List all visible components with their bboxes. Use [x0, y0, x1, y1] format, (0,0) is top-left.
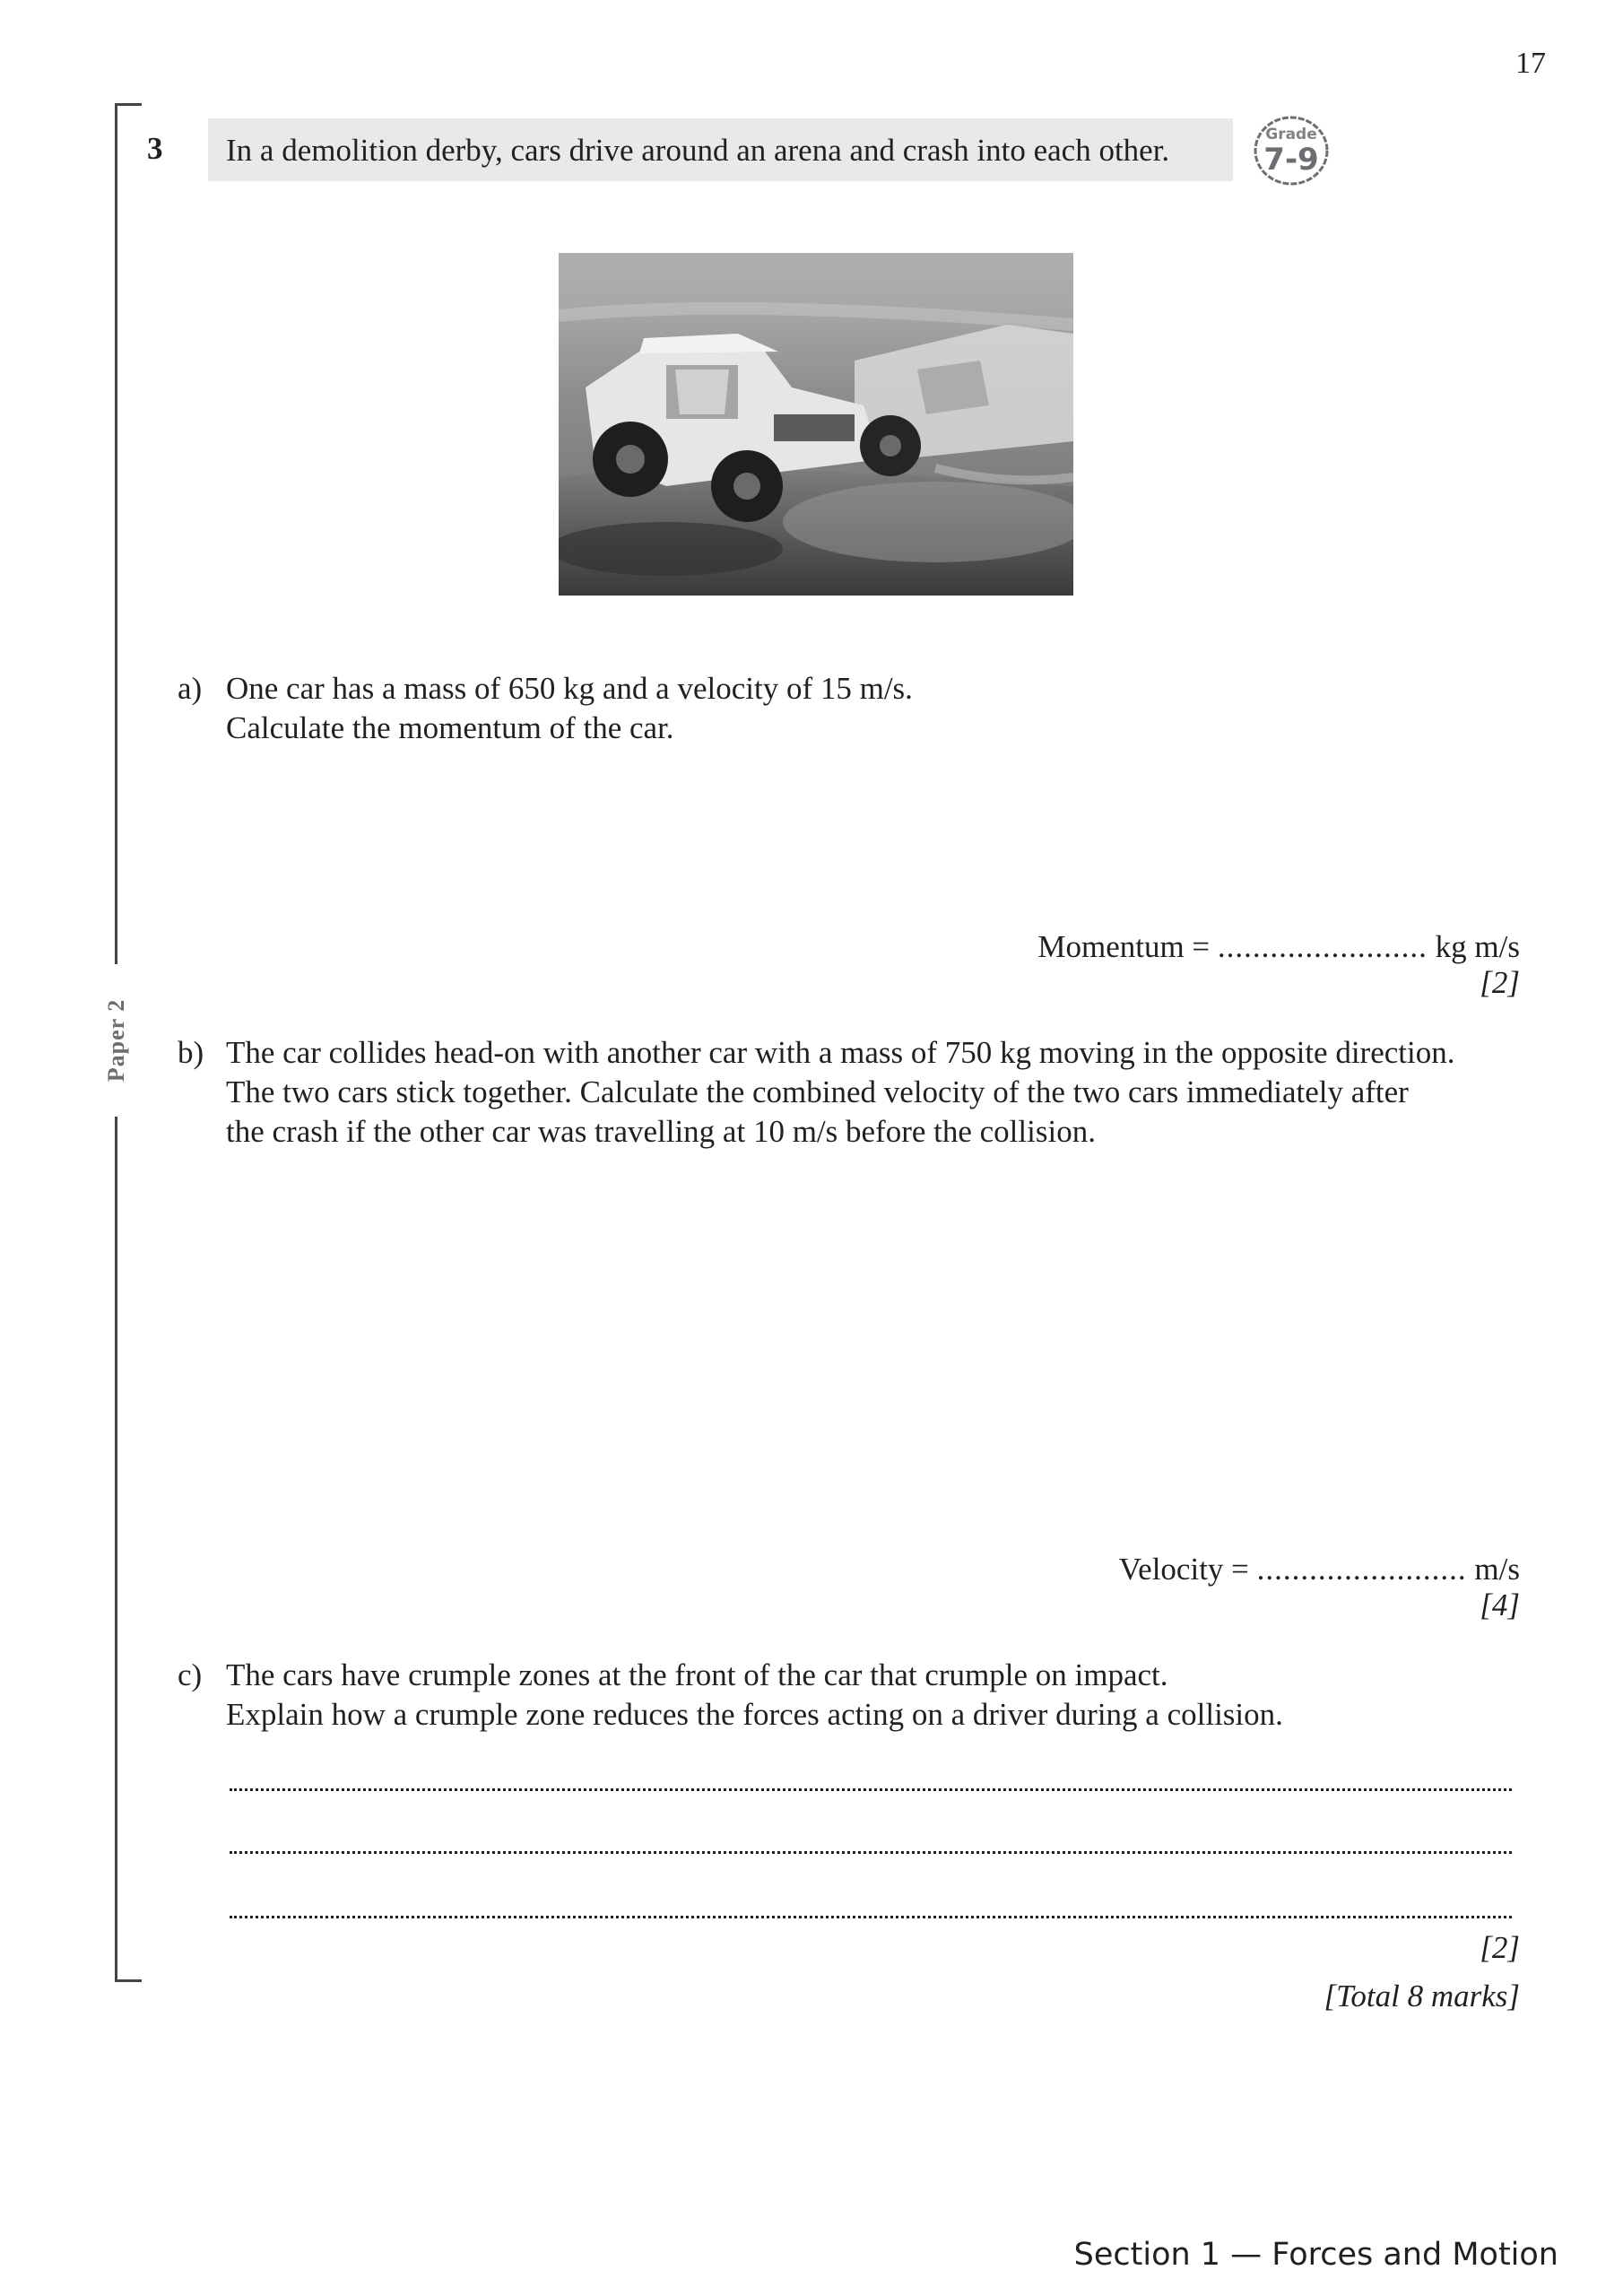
question-number: 3	[147, 131, 163, 166]
velocity-answer-field[interactable]: ........................	[1256, 1552, 1467, 1587]
part-c-line-2: Explain how a crumple zone reduces the forces acting on a driver during a collision.	[226, 1697, 1283, 1732]
part-a-line-2: Calculate the momentum of the car.	[226, 710, 674, 745]
part-a-label: a)	[178, 671, 203, 706]
part-c-label: c)	[178, 1657, 203, 1692]
grade-badge-value: 7-9	[1263, 142, 1319, 178]
part-b-line-2: The two cars stick together. Calculate the combined velocity of the two cars immediately after	[226, 1074, 1409, 1109]
part-b-line-3: the crash if the other car was travelling at 10 m/s before the collision.	[226, 1114, 1096, 1149]
section-footer: Section 1 — Forces and Motion	[1073, 2237, 1558, 2273]
question-stem: In a demolition derby, cars drive around an arena and crash into each other.	[226, 133, 1170, 168]
momentum-answer-field[interactable]: ........................	[1217, 929, 1428, 964]
velocity-answer-unit: m/s	[1474, 1552, 1520, 1587]
momentum-answer-prefix: Momentum =	[1037, 929, 1218, 964]
bracket-top	[115, 103, 142, 106]
paper-side-label-text: Paper 2	[103, 998, 129, 1083]
part-c-line-1: The cars have crumple zones at the front of the car that crumple on impact.	[226, 1657, 1168, 1692]
momentum-answer-unit: kg m/s	[1435, 929, 1520, 964]
part-b-label: b)	[178, 1035, 204, 1070]
grade-badge-icon	[1251, 113, 1332, 188]
part-c-answer-line-1[interactable]	[230, 1788, 1512, 1791]
momentum-answer	[1037, 927, 1520, 967]
bracket-line-upper	[115, 103, 117, 964]
part-b-marks: [4]	[1480, 1587, 1520, 1622]
demolition-derby-photo	[559, 253, 1073, 596]
bracket-bottom	[115, 1979, 142, 1982]
page-number: 17	[1515, 47, 1546, 80]
part-a-marks: [2]	[1480, 965, 1520, 1000]
part-b-line-1: The car collides head-on with another car with a mass of 750 kg moving in the opposite direction.	[226, 1035, 1455, 1070]
velocity-answer	[1119, 1550, 1520, 1589]
velocity-answer-prefix: Velocity =	[1118, 1552, 1257, 1587]
grade-badge-top: Grade	[1265, 126, 1317, 144]
part-c-marks: [2]	[1480, 1930, 1520, 1965]
part-a-line-1: One car has a mass of 650 kg and a velocity of 15 m/s.	[226, 671, 913, 706]
total-marks: [Total 8 marks]	[1324, 1979, 1520, 2013]
part-c-answer-line-2[interactable]	[230, 1851, 1512, 1854]
part-c-answer-line-3[interactable]	[230, 1916, 1512, 1918]
bracket-line-lower	[115, 1117, 117, 1982]
